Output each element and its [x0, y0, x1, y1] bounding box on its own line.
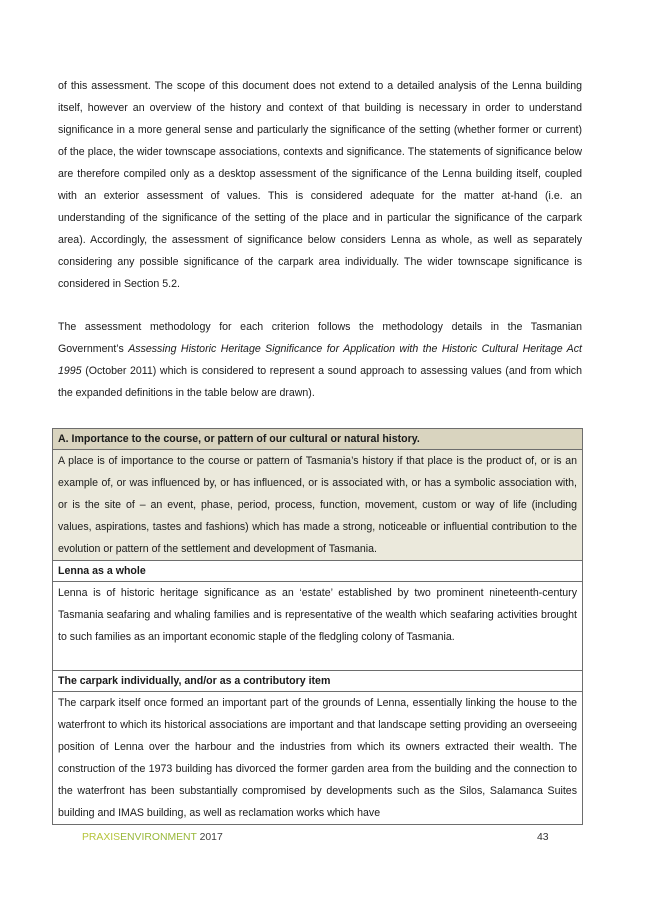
criterion-definition-row	[53, 450, 583, 561]
footer-brand	[82, 832, 223, 843]
carpark-text-row	[53, 692, 583, 825]
footer-brand-environment: ENVIRONMENT	[120, 832, 197, 843]
carpark-text: The carpark itself once formed an important part of the grounds of Lenna, essentially linking the house to the waterfront to which its historical associations are important and that landscape setting providing an overseeing position of Lenna over the harbour and the industries from which its owners extracted their wealth. The construction of the 1973 building has divorced the former garden area from the building and the connection to the waterfront has been substantially compromised by developments such as the Silos, Salamanca Suites building and IMAS building, as well as reclamation works which have	[53, 692, 583, 825]
carpark-heading-row	[53, 671, 583, 692]
methodology-text-start: The assessment methodology for each criterion follows the methodology details in the Tasmanian Government’s	[58, 321, 582, 355]
footer-year: 2017	[196, 832, 223, 843]
criterion-title-row	[53, 429, 583, 450]
intro-paragraph: of this assessment. The scope of this document does not extend to a detailed analysis of the Lenna building itself, however an overview of the history and context of that building is necessary in order to understand significance in a more general sense and particularly the significance of the setting (whether former or current) of the place, the wider townscape associations, contexts and significance. The statements of significance below are therefore compiled only as a desktop assessment of the significance of the Lenna building itself, coupled with an exterior assessment of values. This is considered adequate for the matter at-hand (i.e. an understanding of the significance of the setting of the place and in particular the significance of the carpark area). Accordingly, the assessment of significance below considers Lenna as whole, as well as separately considering any possible significance of the carpark area individually. The wider townscape significance is considered in Section 5.2.	[58, 80, 582, 290]
methodology-document-title: Assessing Historic Heritage Significance for Application with the Historic Cultural Heritage Act 1995	[58, 343, 582, 377]
carpark-heading: The carpark individually, and/or as a contributory item	[53, 671, 583, 692]
footer-brand-praxis: PRAXIS	[82, 832, 121, 843]
criterion-table	[52, 428, 583, 825]
methodology-paragraph	[58, 316, 582, 404]
page-number: 43	[537, 832, 549, 843]
criterion-title: A. Importance to the course, or pattern of our cultural or natural history.	[53, 429, 583, 450]
lenna-text-row	[53, 582, 583, 671]
lenna-text: Lenna is of historic heritage significance as an ‘estate’ established by two prominent nineteenth-century Tasmania seafaring and whaling families and is representative of the wealth which seafaring activities brought to such families as an important economic staple of the fledgling colony of Tasmania.	[53, 582, 583, 671]
criterion-definition: A place is of importance to the course or pattern of Tasmania’s history if that place is the product of, or is an example of, or was influenced by, or has influenced, or is associated with, or has a symbolic association with, or is the site of – an event, phase, period, process, function, movement, custom or way of life (including values, aspirations, tastes and fashions) which has made a strong, noticeable or influential contribution to the evolution or pattern of the settlement and development of Tasmania.	[53, 450, 583, 561]
methodology-text-end: (October 2011) which is considered to represent a sound approach to assessing values (and from which the expanded definitions in the table below are drawn).	[58, 365, 582, 399]
lenna-heading: Lenna as a whole	[53, 561, 583, 582]
lenna-heading-row	[53, 561, 583, 582]
